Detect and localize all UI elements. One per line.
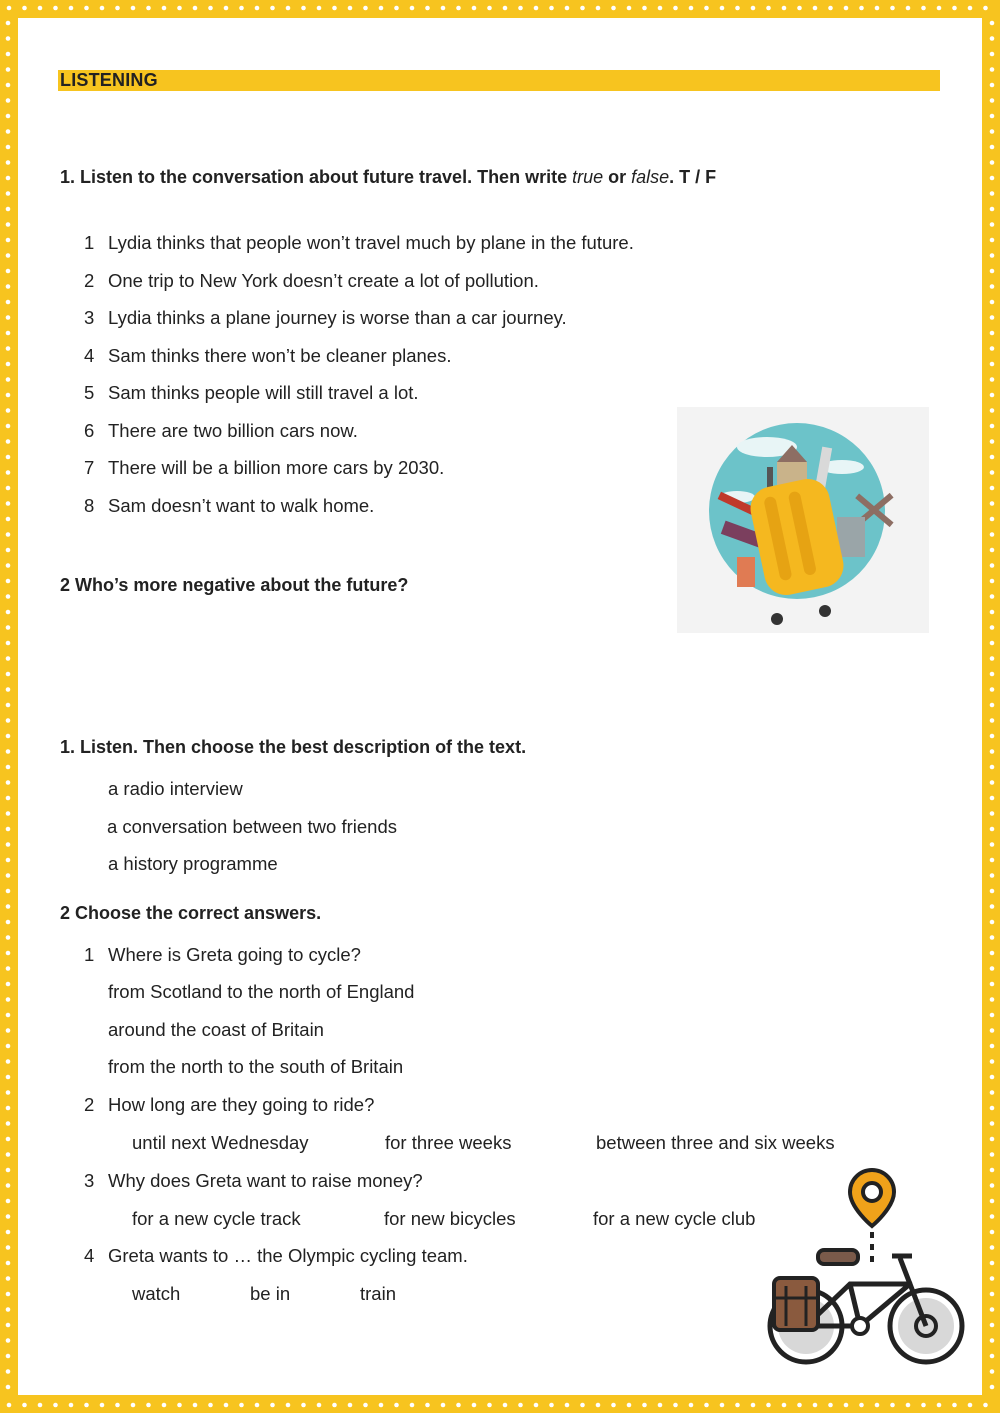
statement-item: 5 Sam thinks people will still travel a lot.: [84, 382, 419, 403]
part2-instruction: 1. Listen. Then choose the best description of the text.: [60, 737, 527, 757]
travel-illustration: [677, 407, 929, 633]
answer-option[interactable]: from Scotland to the north of England: [108, 981, 415, 1002]
answer-option[interactable]: from the north to the south of Britain: [108, 1056, 404, 1077]
mc-question: 3 Why does Greta want to raise money?: [84, 1170, 423, 1191]
answer-option[interactable]: for a new cycle track: [132, 1208, 301, 1229]
statement-item: 4 Sam thinks there won’t be cleaner planes.: [84, 345, 452, 366]
statement-item: 8 Sam doesn’t want to walk home.: [84, 495, 375, 516]
worksheet-page: [18, 18, 982, 1395]
part2-question2: 2 Choose the correct answers.: [60, 903, 322, 923]
part1-instruction: 1. Listen to the conversation about future travel. Then write true or false. T / F: [60, 167, 717, 187]
mc-question: 1 Where is Greta going to cycle?: [84, 944, 361, 965]
answer-option[interactable]: around the coast of Britain: [108, 1019, 324, 1040]
statement-item: 6 There are two billion cars now.: [84, 420, 358, 441]
description-option[interactable]: a radio interview: [108, 778, 243, 799]
section-header-bar: [58, 70, 940, 91]
answer-option[interactable]: until next Wednesday: [132, 1132, 309, 1153]
description-option[interactable]: a history programme: [108, 853, 278, 874]
answer-option[interactable]: for three weeks: [385, 1132, 512, 1153]
description-option[interactable]: a conversation between two friends: [107, 816, 398, 837]
part1-question2: 2 Who’s more negative about the future?: [60, 575, 409, 595]
globe-suitcase-icon: [677, 407, 929, 633]
section-title: LISTENING: [60, 70, 158, 90]
answer-option[interactable]: watch: [132, 1283, 181, 1304]
statement-item: 1 Lydia thinks that people won’t travel much by plane in the future.: [84, 232, 634, 253]
answer-option[interactable]: for a new cycle club: [593, 1208, 756, 1229]
statement-item: 7 There will be a billion more cars by 2030.: [84, 457, 445, 478]
statement-item: 2 One trip to New York doesn’t create a lot of pollution.: [84, 270, 539, 291]
mc-question: 2 How long are they going to ride?: [84, 1094, 375, 1115]
statement-item: 3 Lydia thinks a plane journey is worse than a car journey.: [84, 307, 567, 328]
bicycle-location-icon: [760, 1166, 970, 1366]
mc-question: 4 Greta wants to … the Olympic cycling team.: [84, 1245, 468, 1266]
answer-option[interactable]: between three and six weeks: [596, 1132, 835, 1153]
answer-option[interactable]: for new bicycles: [384, 1208, 516, 1229]
answer-option[interactable]: train: [360, 1283, 396, 1304]
answer-option[interactable]: be in: [250, 1283, 291, 1304]
